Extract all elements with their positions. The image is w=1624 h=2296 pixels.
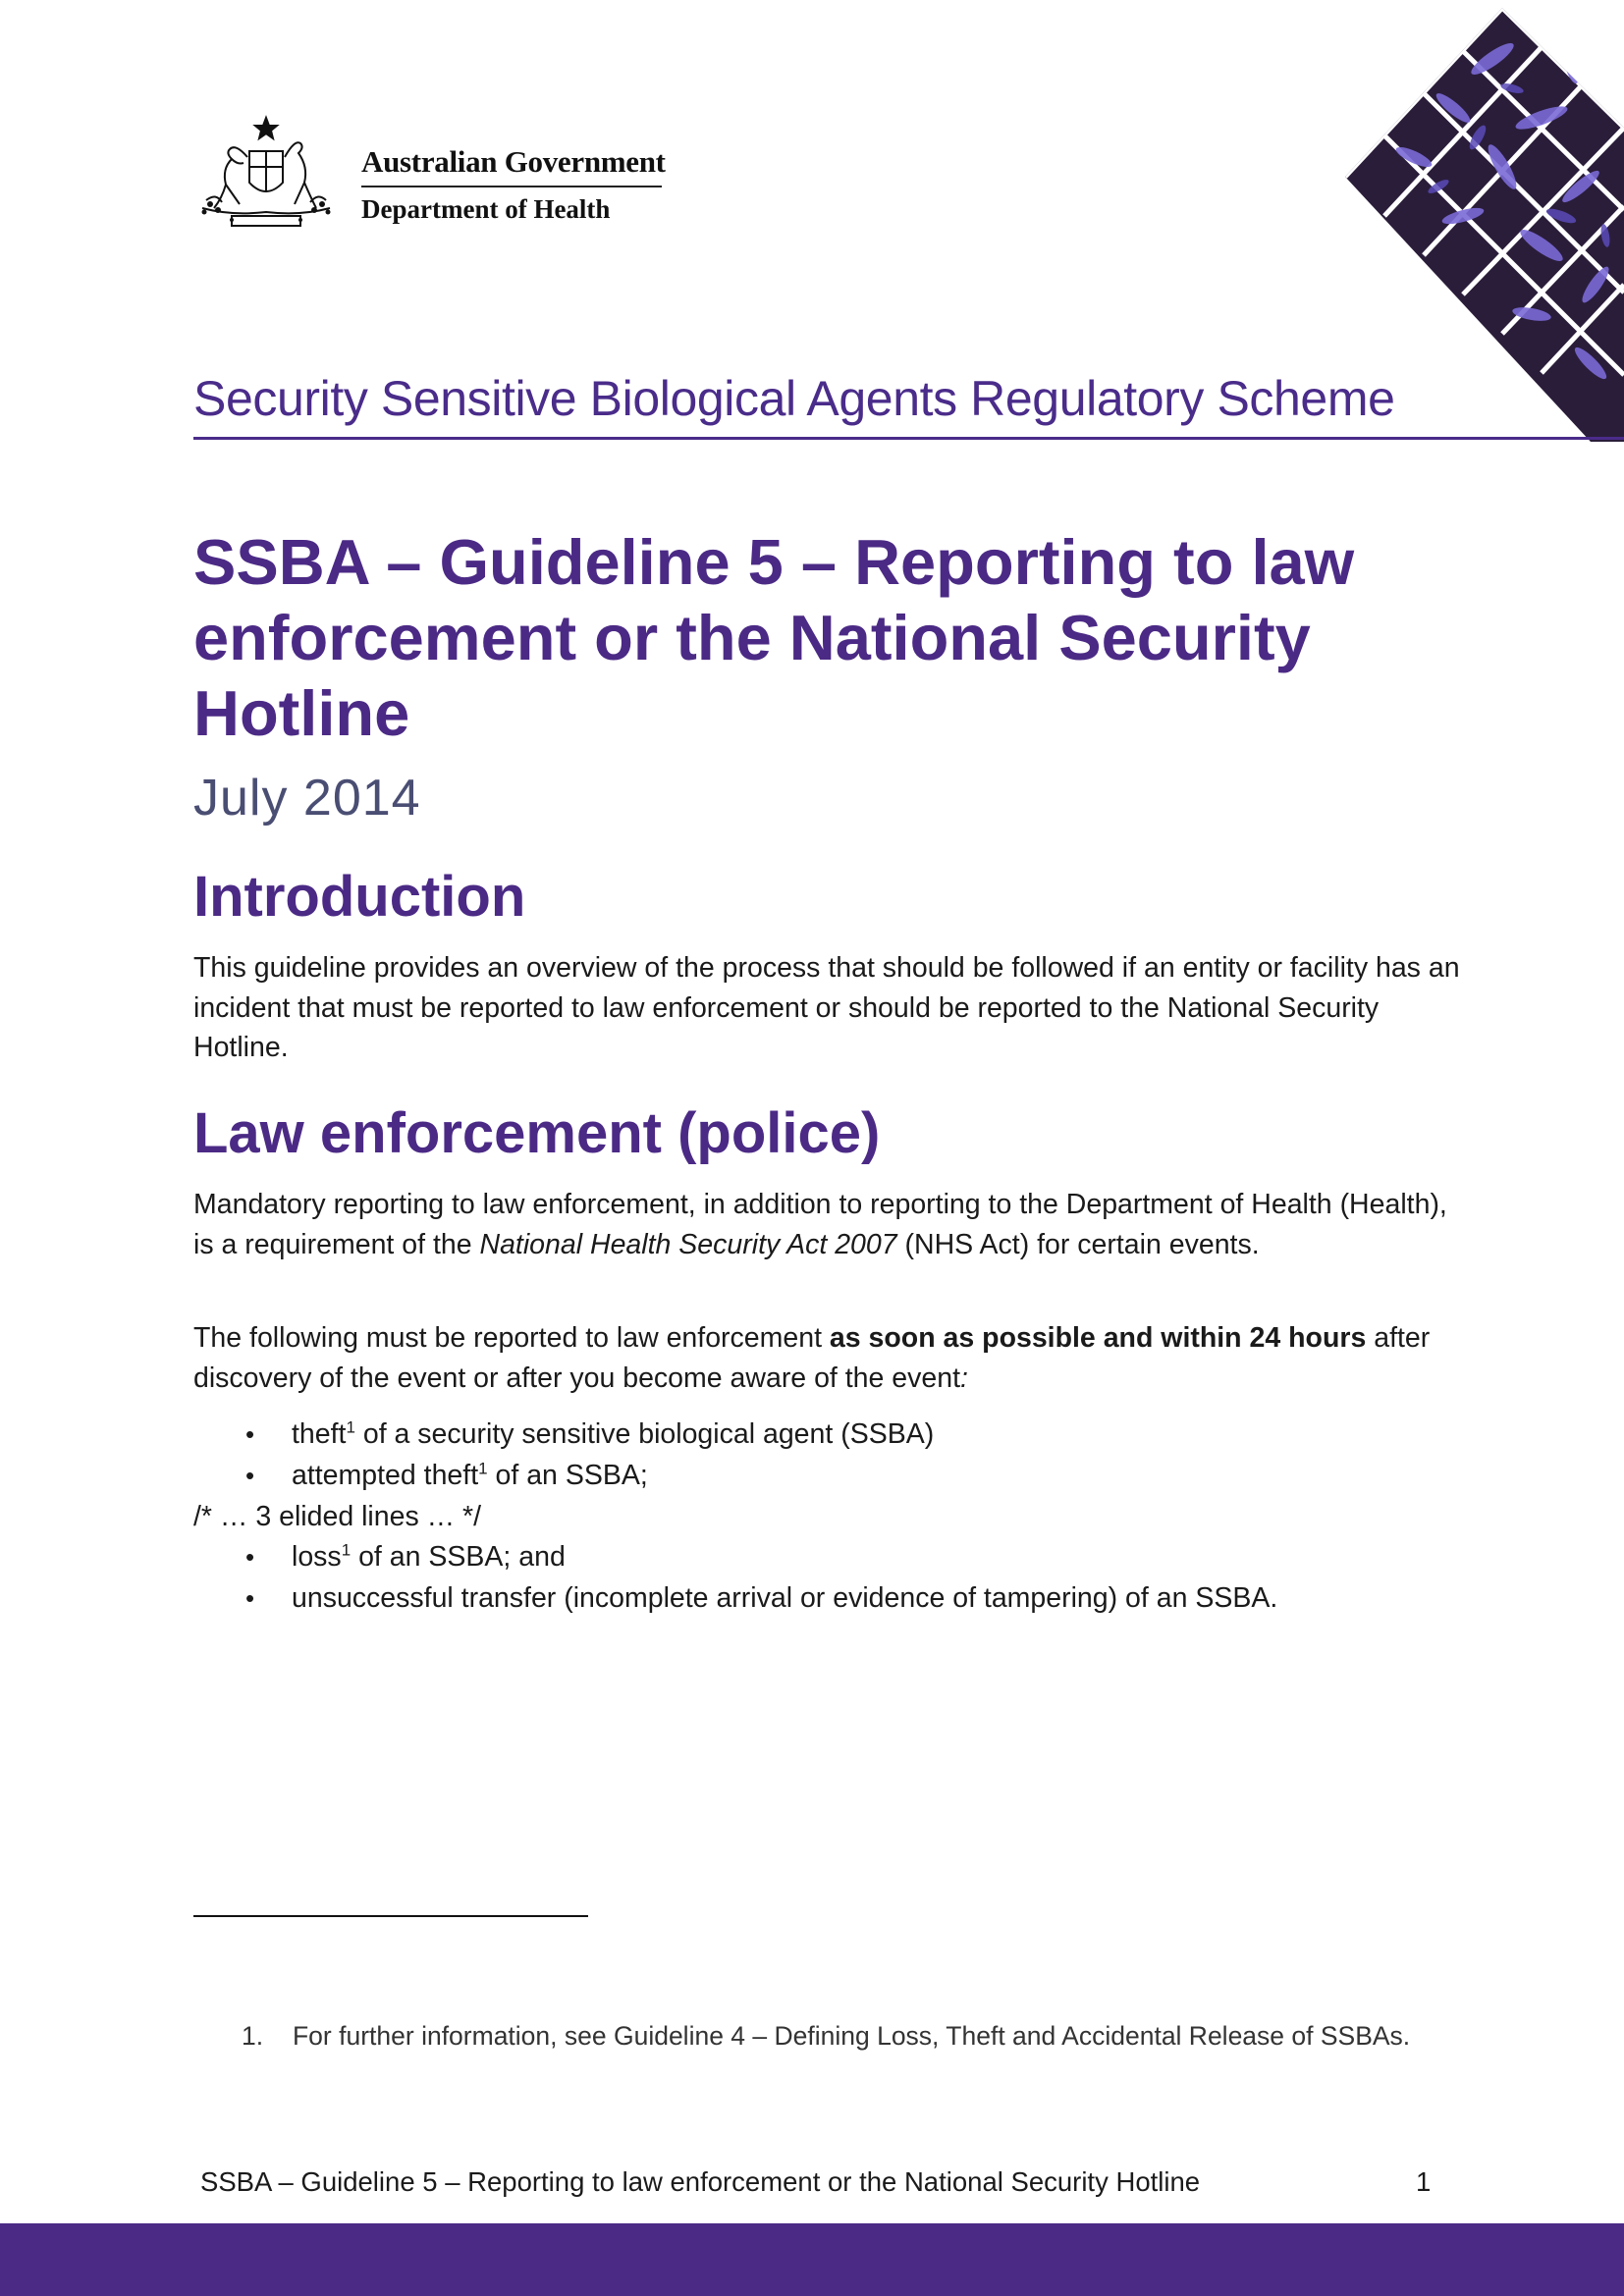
law-enforcement-heading: Law enforcement (police)	[193, 1101, 881, 1165]
page-number: 1	[1416, 2166, 1432, 2197]
government-name: Australian Government	[361, 144, 666, 179]
reporting-deadline: as soon as possible and within 24 hours	[829, 1322, 1367, 1354]
logo-divider	[361, 186, 662, 187]
list-item: • unsuccessful transfer (incomplete arrival or evidence of tampering) of an SSBA.	[193, 1578, 1470, 1619]
scheme-title: Security Sensitive Biological Agents Regulatory Scheme	[193, 371, 1395, 426]
scheme-divider	[193, 437, 1624, 440]
commonwealth-coat-of-arms-icon	[192, 114, 340, 232]
law-enforcement-paragraph-1: Mandatory reporting to law enforcement, in addition to reporting to the Department of Health (Health), is a requirement of the National Health Security Act 2007 (NHS Act) for certain events.	[193, 1189, 1447, 1260]
introduction-heading: Introduction	[193, 865, 526, 929]
footnote-number: 1.	[242, 2021, 264, 2051]
list-item: • attempted theft$^1$ of an SSBA;	[193, 1456, 1470, 1496]
list-item: • loss$^1$ of an SSBA; and	[193, 1537, 1470, 1577]
law-enforcement-paragraph-2: The following must be reported to law enforcement as soon as possible and within 24 hours after discovery of the event or after you become aware of the event:	[193, 1322, 1431, 1394]
list-item: • theft$^1$ of a security sensitive biological agent (SSBA)	[193, 1415, 1470, 1455]
footnote	[242, 2016, 1420, 2056]
department-name: Department of Health	[361, 194, 611, 224]
bullet-icon: •	[245, 1542, 255, 1572]
footer-bar	[0, 2223, 1624, 2296]
introduction-paragraph: This guideline provides an overview of the process that should be followed if an entity or facility has an incident that must be reported to law enforcement or should be reported to the National Security Hotline.	[193, 952, 1460, 1063]
act-name: National Health Security Act 2007	[479, 1228, 897, 1260]
footer-document-title: SSBA – Guideline 5 – Reporting to law enforcement or the National Security Hotline	[200, 2166, 1201, 2197]
reportable-events-list: • theft$^1$ of a security sensitive biological agent (SSBA) • attempted theft$^1$ of an SSBA; /* … 3 elided lines … */ • loss$^1$ of an SSBA; and • unsuccessful transfer (incomplete arrival or evidence of tampering) of an SSBA.	[193, 1415, 1470, 1620]
bullet-icon: •	[245, 1419, 255, 1449]
bullet-icon: •	[245, 1461, 255, 1490]
footnote-text: For further information, see Guideline 4 – Defining Loss, Theft and Accidental Release of SSBAs.	[293, 2021, 1411, 2051]
footnote-separator	[193, 1915, 588, 1917]
document-date: July 2014	[193, 770, 421, 827]
bullet-icon: •	[245, 1583, 255, 1613]
document-title: SSBA – Guideline 5 – Reporting to law enforcement or the National Security Hotline	[193, 526, 1355, 749]
